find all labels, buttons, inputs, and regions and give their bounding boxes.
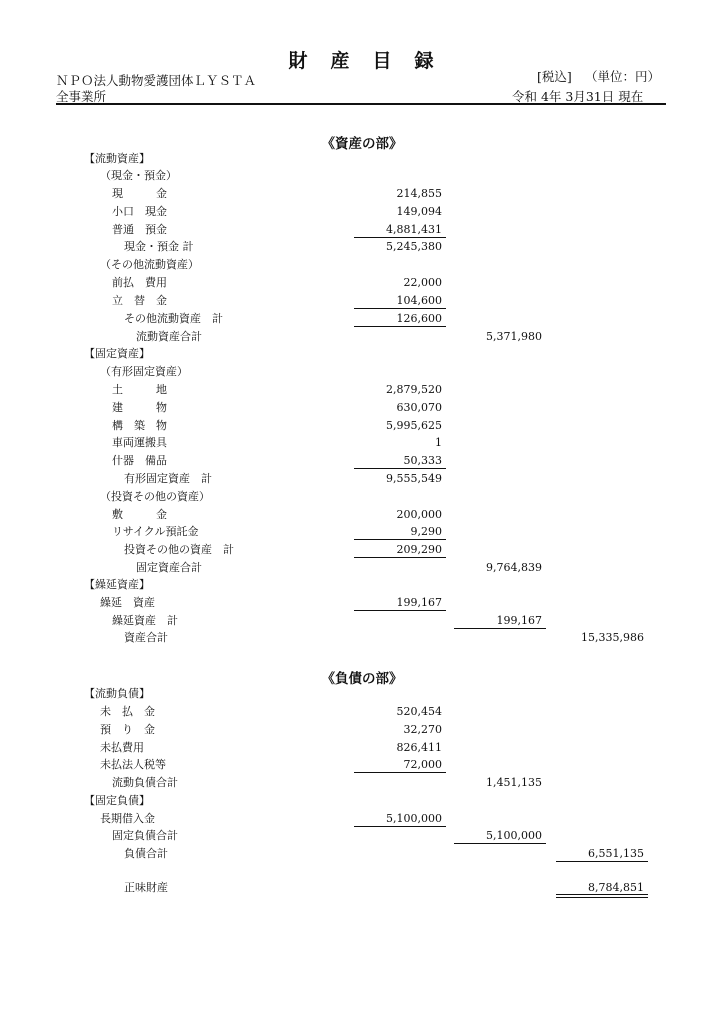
amount: 199,167 bbox=[450, 612, 542, 629]
row-label: その他流動資産 計 bbox=[124, 312, 223, 325]
list-item bbox=[0, 470, 724, 487]
list-item bbox=[0, 434, 724, 451]
amount: 5,245,380 bbox=[386, 240, 442, 253]
amount: 72,000 bbox=[350, 756, 442, 773]
tax-note: [税込] bbox=[537, 69, 572, 84]
row-label: （現金・預金） bbox=[100, 169, 177, 182]
list-item bbox=[0, 827, 724, 844]
organization-name: ＮＰＯ法人動物愛護団体ＬＹＳＴＡ bbox=[56, 73, 257, 88]
list-item bbox=[0, 739, 724, 756]
amount: 22,000 bbox=[403, 276, 442, 289]
row-label: 流動資産合計 bbox=[136, 330, 202, 343]
list-item bbox=[0, 845, 724, 862]
amount: 126,600 bbox=[350, 310, 442, 327]
list-item bbox=[0, 256, 724, 273]
list-item bbox=[0, 452, 724, 469]
row-label: 【繰延資産】 bbox=[84, 578, 150, 591]
document-title: 財 産 目 録 bbox=[288, 50, 436, 72]
amount: 9,290 bbox=[350, 523, 442, 540]
amount: 9,555,549 bbox=[386, 472, 442, 485]
list-item bbox=[0, 185, 724, 202]
row-label: 敷 金 bbox=[112, 508, 167, 521]
amount: 6,551,135 bbox=[552, 845, 644, 862]
list-item bbox=[0, 559, 724, 576]
amount: 214,855 bbox=[396, 187, 442, 200]
amount: 199,167 bbox=[350, 594, 442, 611]
list-item bbox=[0, 238, 724, 255]
row-label: 【固定負債】 bbox=[84, 794, 150, 807]
list-item bbox=[0, 523, 724, 540]
row-label: 車両運搬具 bbox=[112, 436, 167, 449]
amount: 5,100,000 bbox=[350, 810, 442, 827]
liabilities-heading: 《負債の部》 bbox=[321, 671, 403, 687]
list-item bbox=[0, 541, 724, 558]
row-label: 現金・預金 計 bbox=[124, 240, 194, 253]
row-label: 【流動負債】 bbox=[84, 687, 150, 700]
list-item bbox=[0, 488, 724, 505]
amount: 5,100,000 bbox=[450, 827, 542, 844]
list-item bbox=[0, 879, 724, 896]
list-item bbox=[0, 345, 724, 362]
scope-label: 全事業所 bbox=[56, 89, 107, 104]
row-label: 固定負債合計 bbox=[112, 829, 178, 842]
amount: 1,451,135 bbox=[486, 776, 542, 789]
amount: 4,881,431 bbox=[350, 221, 442, 238]
row-label: 構 築 物 bbox=[112, 419, 167, 432]
list-item bbox=[0, 685, 724, 702]
list-item bbox=[0, 417, 724, 434]
amount: 520,454 bbox=[396, 705, 442, 718]
list-item bbox=[0, 274, 724, 291]
row-label: 【流動資産】 bbox=[84, 152, 150, 165]
list-item bbox=[0, 774, 724, 791]
amount: 9,764,839 bbox=[486, 561, 542, 574]
row-label: 前払 費用 bbox=[112, 276, 167, 289]
row-label: 繰延資産 計 bbox=[112, 614, 178, 627]
row-label: 什器 備品 bbox=[112, 454, 167, 467]
list-item bbox=[0, 506, 724, 523]
row-label: 預 り 金 bbox=[100, 723, 155, 736]
list-item bbox=[0, 328, 724, 345]
row-label: 普通 預金 bbox=[112, 223, 167, 236]
row-label: 建 物 bbox=[112, 401, 167, 414]
list-item bbox=[0, 203, 724, 220]
row-label: 土 地 bbox=[112, 383, 167, 396]
row-label: 繰延 資産 bbox=[100, 596, 155, 609]
list-item bbox=[0, 612, 724, 629]
row-label: （その他流動資産） bbox=[100, 258, 199, 271]
amount: 50,333 bbox=[350, 452, 442, 469]
row-label: 現 金 bbox=[112, 187, 167, 200]
amount: 200,000 bbox=[396, 508, 442, 521]
list-item bbox=[0, 576, 724, 593]
amount: 630,070 bbox=[396, 401, 442, 414]
list-item bbox=[0, 594, 724, 611]
row-label: 未払法人税等 bbox=[100, 758, 166, 771]
list-item bbox=[0, 721, 724, 738]
amount: 2,879,520 bbox=[386, 383, 442, 396]
amount: 32,270 bbox=[403, 723, 442, 736]
list-item bbox=[0, 292, 724, 309]
list-item bbox=[0, 310, 724, 327]
row-label: （有形固定資産） bbox=[100, 365, 188, 378]
list-item bbox=[0, 399, 724, 416]
list-item bbox=[0, 792, 724, 809]
list-item bbox=[0, 221, 724, 238]
amount: 5,371,980 bbox=[486, 330, 542, 343]
assets-heading: 《資産の部》 bbox=[321, 136, 403, 152]
list-item bbox=[0, 629, 724, 646]
row-label: 投資その他の資産 計 bbox=[124, 543, 234, 556]
amount: 149,094 bbox=[396, 205, 442, 218]
row-label: 未 払 金 bbox=[100, 705, 155, 718]
row-label: 長期借入金 bbox=[100, 812, 155, 825]
row-label: 小口 現金 bbox=[112, 205, 167, 218]
row-label: 資産合計 bbox=[124, 631, 168, 644]
list-item bbox=[0, 756, 724, 773]
row-label: （投資その他の資産） bbox=[100, 490, 210, 503]
amount: 826,411 bbox=[396, 741, 442, 754]
list-item bbox=[0, 381, 724, 398]
list-item bbox=[0, 810, 724, 827]
row-label: 【固定資産】 bbox=[84, 347, 150, 360]
list-item bbox=[0, 703, 724, 720]
list-item bbox=[0, 167, 724, 184]
amount: 1 bbox=[435, 436, 442, 449]
amount: 8,784,851 bbox=[552, 879, 644, 896]
unit-note: （単位：円） bbox=[585, 69, 661, 84]
row-label: 立 替 金 bbox=[112, 294, 167, 307]
list-item bbox=[0, 363, 724, 380]
row-label: 負債合計 bbox=[124, 847, 168, 860]
row-label: 有形固定資産 計 bbox=[124, 472, 212, 485]
row-label: 流動負債合計 bbox=[112, 776, 178, 789]
row-label: 正味財産 bbox=[124, 881, 168, 894]
amount: 15,335,986 bbox=[581, 631, 644, 644]
row-label: リサイクル預託金 bbox=[112, 525, 199, 538]
row-label: 未払費用 bbox=[100, 741, 144, 754]
amount: 5,995,625 bbox=[386, 419, 442, 432]
amount: 104,600 bbox=[350, 292, 442, 309]
list-item bbox=[0, 150, 724, 167]
header-rule bbox=[56, 103, 666, 105]
as-of-date: 令和 4年 3月31日 現在 bbox=[512, 89, 644, 104]
row-label: 固定資産合計 bbox=[136, 561, 202, 574]
amount: 209,290 bbox=[350, 541, 442, 558]
